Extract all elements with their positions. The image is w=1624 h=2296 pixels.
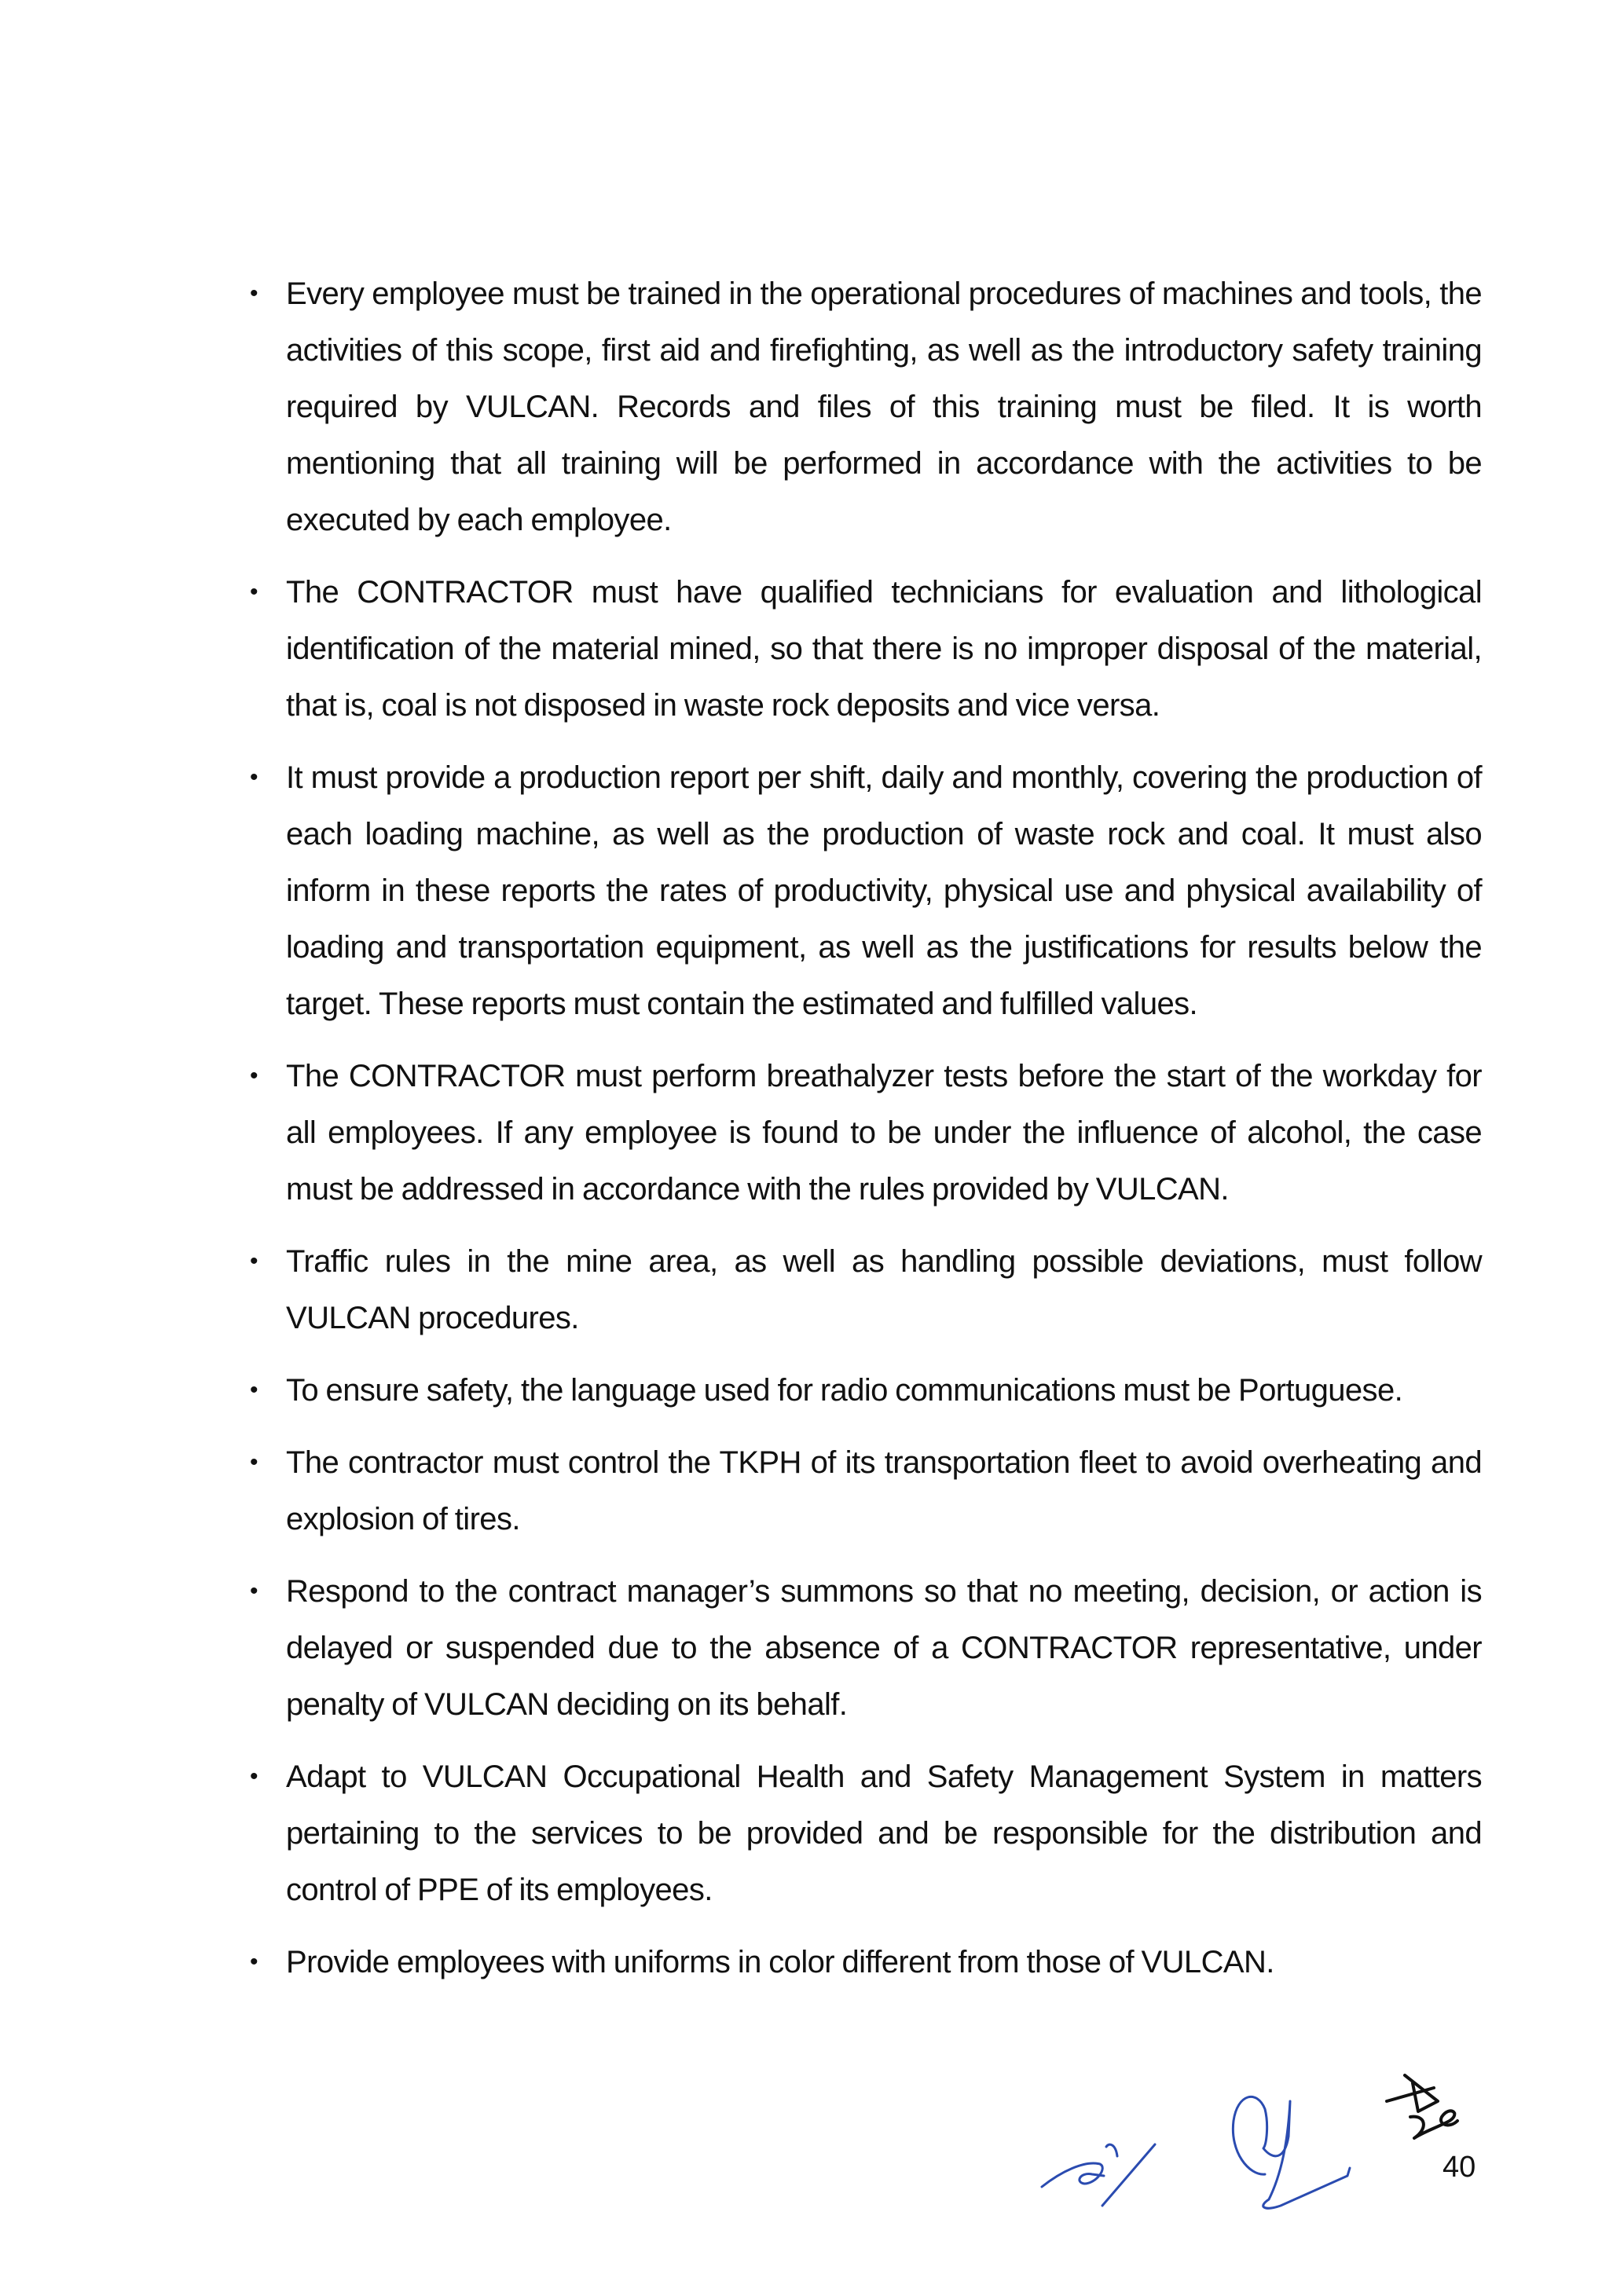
bullet-icon: •: [250, 1578, 258, 1604]
list-item-text: Provide employees with uniforms in color different from those of VULCAN.: [286, 1945, 1274, 1979]
signature-2: [1233, 2096, 1350, 2208]
list-item: [250, 1934, 1482, 1990]
list-item: [250, 1048, 1482, 1218]
bullet-icon: •: [250, 1248, 258, 1274]
list-item: [250, 564, 1482, 734]
list-item-text: To ensure safety, the language used for radio communications must be Portuguese.: [286, 1373, 1403, 1408]
bullet-icon: •: [250, 764, 258, 790]
list-item-text: The CONTRACTOR must have qualified technicians for evaluation and lithological identification of the material mined, so that there is no improper disposal of the material, that is, coal is not disposed in waste rock deposits and vice versa.: [286, 575, 1482, 723]
list-item: [250, 1362, 1482, 1419]
list-item-text: Traffic rules in the mine area, as well as handling possible deviations, must follow VULCAN procedures.: [286, 1244, 1482, 1335]
list-item-text: It must provide a production report per shift, daily and monthly, covering the production of each loading machine, as well as the production of waste rock and coal. It must also inform in these reports the rates of productivity, physical use and physical availability of loading and transportation equipment, as well as the justifications for results below the target. These reports must contain the estimated and fulfilled values.: [286, 760, 1482, 1021]
requirements-list: [250, 265, 1482, 2006]
bullet-icon: •: [250, 280, 258, 306]
list-item: [250, 1563, 1482, 1733]
list-item-text: Every employee must be trained in the operational procedures of machines and tools, the activities of this scope, first aid and firefighting, as well as the introductory safety training required by VULCAN. Records and files of this training must be filed. It is worth mentioning that all training will be performed in accordance with the activities to be executed by each employee.: [286, 276, 1482, 537]
bullet-icon: •: [250, 579, 258, 605]
bullet-icon: •: [250, 1377, 258, 1403]
signature-3: [1387, 2075, 1457, 2138]
list-item-text: Respond to the contract manager’s summons so that no meeting, decision, or action is delayed or suspended due to the absence of a CONTRACTOR representative, under penalty of VULCAN deciding on its behalf.: [286, 1574, 1482, 1722]
list-item-text: Adapt to VULCAN Occupational Health and Safety Management System in matters pertaining to the services to be provided and be responsible for the distribution and control of PPE of its employees.: [286, 1760, 1482, 1907]
signature-1: [1042, 2144, 1155, 2206]
list-item: [250, 749, 1482, 1032]
bullet-icon: •: [250, 1949, 258, 1975]
page-number: 40: [1443, 2151, 1476, 2184]
list-item: [250, 1434, 1482, 1547]
bullet-icon: •: [250, 1449, 258, 1475]
list-item: [250, 265, 1482, 548]
bullet-icon: •: [250, 1063, 258, 1089]
list-item: [250, 1749, 1482, 1918]
list-item: [250, 1233, 1482, 1346]
list-item-text: The contractor must control the TKPH of its transportation fleet to avoid overheating and explosion of tires.: [286, 1445, 1482, 1536]
list-item-text: The CONTRACTOR must perform breathalyzer tests before the start of the workday for all employees. If any employee is found to be under the influence of alcohol, the case must be addressed in accordance with the rules provided by VULCAN.: [286, 1059, 1482, 1207]
bullet-icon: •: [250, 1763, 258, 1789]
